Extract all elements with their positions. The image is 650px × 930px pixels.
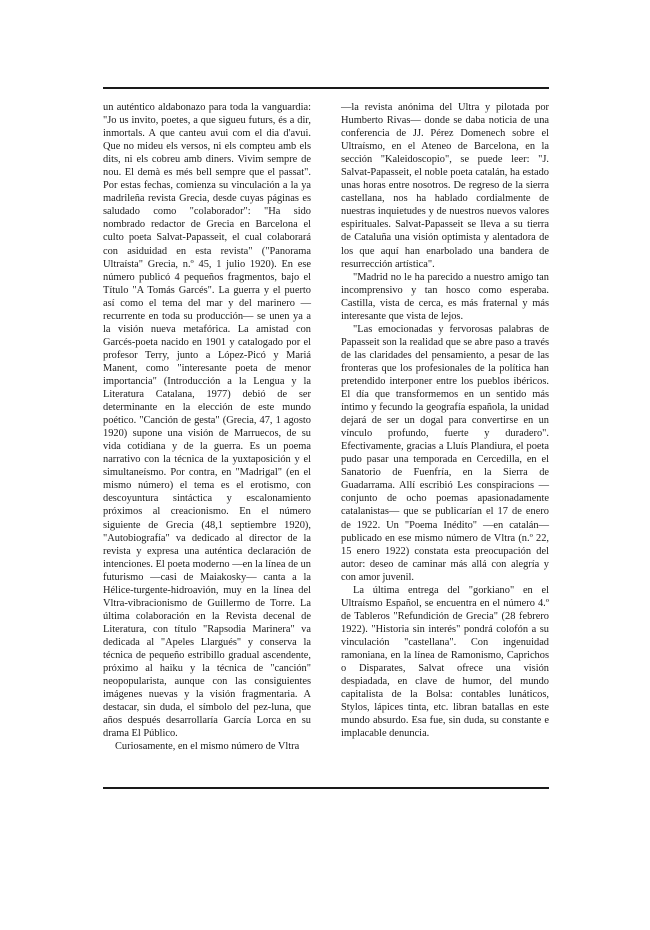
left-column: [103, 101, 311, 753]
right-paragraph-1: —la revista anónima del Ultra y pilotada por Humberto Rivas— donde se daba noticia de una conferencia de JJ. Pérez Domenech sobre el Ultraísmo, en el Ateneo de Barcelona, en la sección "Kaleidoscopio", se puede leer: "J. Salvat-Papasseit, el noble poeta catalán, ha estado unas horas entre nosotros. De regreso de la sierra castellana, nos ha hablado cordialmente de nuestras inquietudes y de nuestros nuevos valores espirituales. Salvat-Papasseit se lleva a su tierra de Cataluña una visión optimista y alentadora de los que aquí han enarbolado una bandera de resurrección artística".: [341, 102, 549, 270]
left-paragraph-2: Curiosamente, en el mismo número de Vltra: [115, 741, 300, 753]
right-paragraph-3: "Las emocionadas y fervorosas palabras de Papasseit son la realidad que se abre paso a través de las claridades del pensamiento, a pesar de las fronteras que los profesionales de la política han pretendido interponer entre los pueblos ibéricos. El día que transformemos en un sentido más íntimo y fecundo la geografía española, la unidad dejará de ser un dogal para convertirse en un vínculo profundo, fuerte y duradero". Efectivamente, gracias a Lluís Plandiura, el poeta pudo pasar una temporada en Cercedilla, en el Sanatorio de Fuenfría, en la Sierra de Guadarrama. Allí escribió Les conspiracions —conjunto de ocho poemas apasionadamente catalanistas— que se publicarían el 17 de enero de 1922. Un "Poema Inédito" —en catalán— publicado en ese mismo número de Vltra (n.º 22, 15 enero 1922) constata esta preocupación del autor: deseo de caminar más allá con alegría y con amor juvenil.: [341, 323, 549, 583]
bottom-rule: [103, 787, 549, 789]
left-paragraph-1: un auténtico aldabonazo para toda la vanguardia: "Jo us invito, poetes, a que sigueu futurs, és a dir, inmortals. A que canteu avui com el dia d'avui. Que no mideu els versos, ni els compteu amb els dits, ni els cobreu amb diners. Vivim sempre de nou. El demà es més bell sempre que el passat". Por estas fechas, comienza su vinculación a la ya madrileña revista Grecia, desde cuyas páginas es saludado como "colaborador": "Ha sido nombrado redactor de Grecia en Barcelona el culto poeta Salvat-Papasseit, el cual colaborará con asiduidad en esta revista" ("Panorama Ultraísta" Grecia, n.º 45, 1 julio 1920). En ese número publicó 4 pequeños fragmentos, bajo el Título "A Tomás Garcés". La guerra y el puerto así como el tema del mar y del marinero —recurrente en toda su producción— se unen ya a la visión nueva metafórica. La amistad con Garcés-poeta nacido en 1901 y catalogado por el profesor Terry, junto a López-Picó y Mariá Manent, como "interesante poeta de menor importancia" (Introducción a la Lengua y la Literatura Catalana, 1977) debió de ser determinante en la elección de este mundo poético. "Canción de gesta" (Grecia, 47, 1 agosto 1920) supone una visión de Marruecos, de su vida cotidiana y de la guerra. Es un poema narrativo con la técnica de la yuxtaposición y el simultaneísmo. Por contra, en "Madrigal" (en el mismo número) el tema es el erotismo, con descoyuntura sintáctica y escalonamiento próximos al creacionismo. En el número siguiente de Grecia (48,1 septiembre 1920), "Autobiografía" va dedicado al director de la revista y expresa una auténtica declaración de intenciones. El poeta moderno —en la línea de un futurismo —casi de Maiakosky— canta a la Hélice-turgente-hidroavión, muy en la línea del Vltra-vibracionismo de Guillermo de Torre. La última colaboración en la Revista decenal de Literatura, con título "Rapsodia Marinera" va dedicada al "Apeles Llargués" y conserva la técnica de pequeño estribillo gradual ascendente, próximo al haiku y la técnica de "canción" neopopularista, aunque con las consiguientes imágenes nuevas y la visión fragmentaria. A destacar, sin duda, el símbolo del pez-luna, que años después desarrollaría García Lorca en su drama El Público.: [103, 102, 311, 740]
top-rule: [103, 87, 549, 89]
right-column: [341, 101, 549, 740]
right-paragraph-4: La última entrega del "gorkiano" en el Ultraísmo Español, se encuentra en el número 4.º de Tableros "Refundición de Grecia" (28 febrero 1922). "Historia sin interés" pondrá colofón a su vinculación "castellana". Con ingenuidad ramoniana, en la línea de Ramonismo, Caprichos o Disparates, Salvat ofrece una visión despiadada, en clave de humor, del mundo capitalista de la Bolsa: contables lunáticos, Stylos, lápices tinta, etc. libran batallas en este mundo absurdo. Esa fue, sin duda, su constante e implacable denuncia.: [341, 584, 549, 740]
right-paragraph-2: "Madrid no le ha parecido a nuestro amigo tan incomprensivo y tan hosco como esperaba. Castilla, vista de cerca, es más fraternal y más interesante que vista de lejos.: [341, 271, 549, 322]
